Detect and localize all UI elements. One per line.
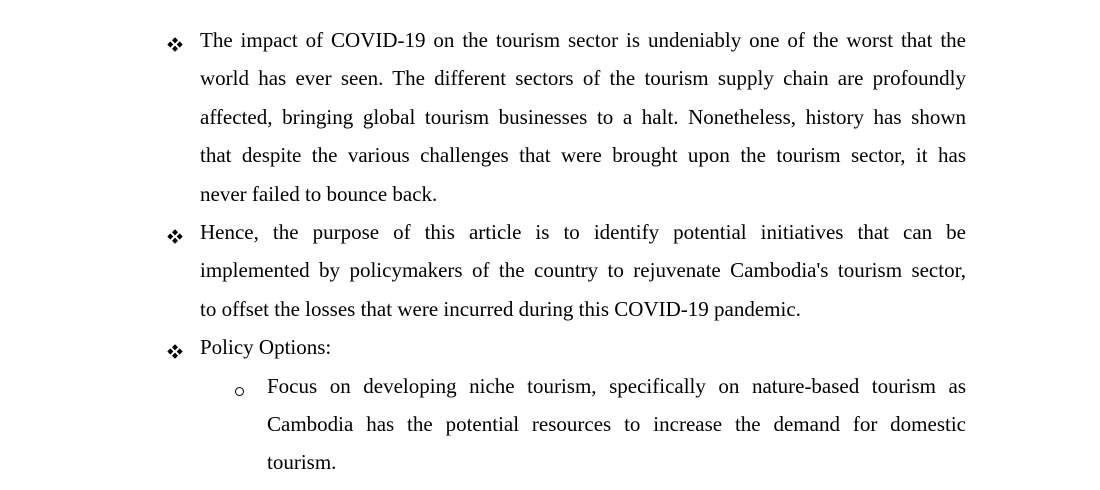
text-line: implemented by policymakers of the country to rejuvenate Cambodia's tourism sector,	[200, 258, 966, 283]
text-line: affected, bringing global tourism businesses to a halt. Nonetheless, history has shown	[200, 104, 966, 129]
text-line: Hence, the purpose of this article is to identify potential initiatives that can be	[200, 220, 966, 245]
four-diamond-bullet-icon	[167, 229, 183, 244]
text-line: that despite the various challenges that were brought upon the tourism sector, it has	[200, 143, 966, 168]
text-line: The impact of COVID-19 on the tourism sector is undeniably one of the worst that the	[200, 28, 966, 52]
text-line: world has ever seen. The different sectors of the tourism supply chain are profoundly	[200, 66, 966, 91]
sub-bullet-item	[168, 367, 966, 482]
text-line: to offset the losses that were incurred during this COVID-19 pandemic.	[200, 296, 801, 321]
text-line: never failed to bounce back.	[200, 181, 438, 206]
text-line: Cambodia has the potential resources to increase the demand for domestic	[267, 412, 966, 437]
text-line: tourism.	[267, 450, 337, 475]
circle-bullet-icon	[235, 387, 244, 396]
bullet-item	[168, 328, 966, 366]
bullet-item	[168, 213, 966, 328]
bullet-item	[168, 21, 966, 213]
four-diamond-bullet-icon	[167, 344, 183, 359]
text-line: Policy Options:	[200, 335, 332, 360]
bullet-list	[168, 21, 966, 482]
text-line: Focus on developing niche tourism, specifically on nature-based tourism as	[267, 373, 966, 398]
four-diamond-bullet-icon	[167, 37, 183, 52]
